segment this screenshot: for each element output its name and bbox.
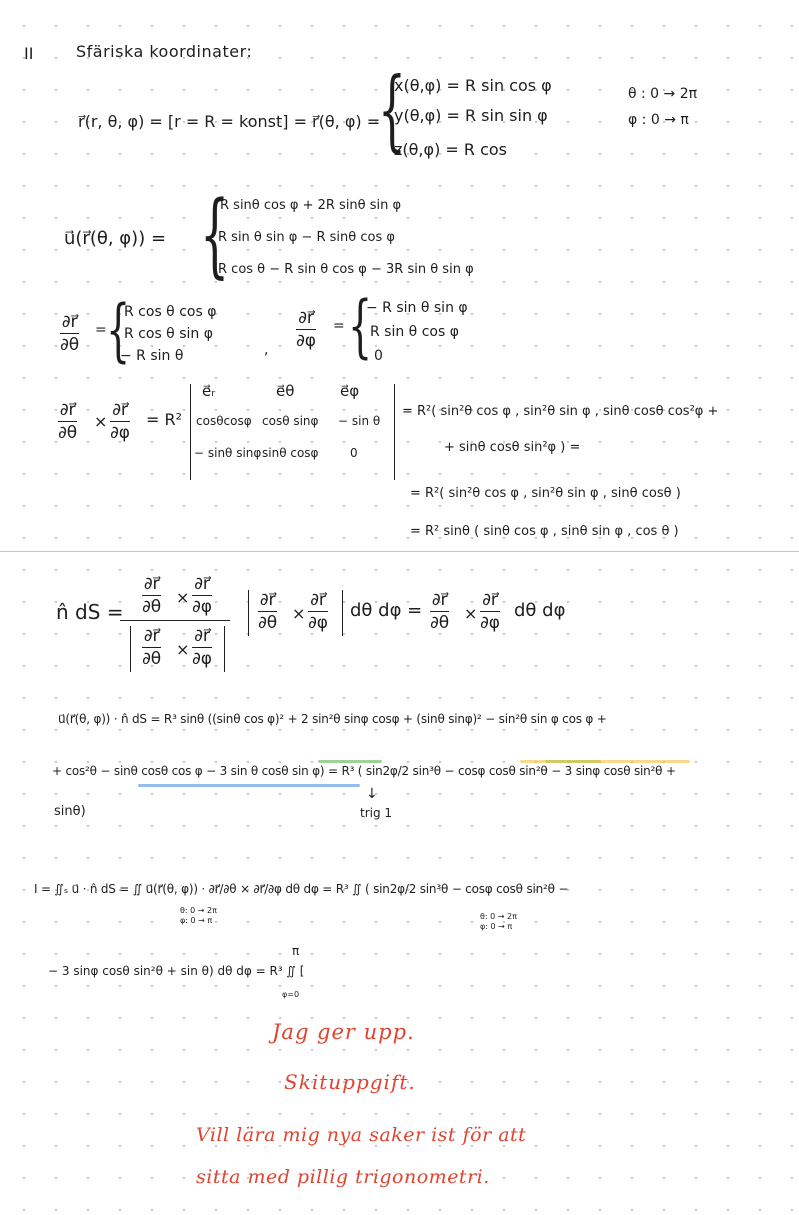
dphi-denominator: ∂φ <box>296 331 317 351</box>
param-z: z(θ,φ) = R cos <box>394 140 508 159</box>
integral-line-1: I = ∬ₛ u⃗ · n̂ dS = ∬ u⃗(r⃗(θ, φ)) · ∂r⃗/∂θ × ∂r⃗/∂φ dθ dφ = R³ ∬ ( sin2φ/2 sin³θ − cosφ cosθ sin²θ − <box>34 882 569 896</box>
times-sign: × <box>464 604 478 623</box>
norm-bar-left <box>130 626 131 672</box>
dr-numerator: ∂r⃗ <box>61 312 78 332</box>
dot-line-3: sinθ) <box>54 804 86 819</box>
det-right-bar <box>394 384 395 480</box>
cross-result-3: = R²( sin²θ cos φ , sin²θ sin φ , sinθ cosθ ) <box>410 486 681 501</box>
field-c2: R sin θ sin φ − R sinθ cos φ <box>218 230 395 245</box>
dphi-c1: − R sin θ sin φ <box>366 300 468 316</box>
integral-line-2: − 3 sinφ cosθ sin²θ + sin θ) dθ dφ = R³ ∬ [ <box>48 964 305 978</box>
m21: − sinθ sinφ <box>194 446 262 460</box>
times-sign: × <box>176 640 190 659</box>
m22: sinθ cosφ <box>262 446 319 460</box>
dphi-c3: 0 <box>374 348 383 364</box>
theta-brace: { <box>106 290 131 370</box>
normal-den-frac-theta <box>142 626 161 669</box>
comma: , <box>264 342 269 358</box>
param-lhs: r⃗(r, θ, φ) = [r = R = konst] = r⃗(θ, φ) = <box>78 112 381 131</box>
normal-num-frac-phi <box>192 574 212 617</box>
m13: − sin θ <box>338 414 381 428</box>
dr-numerator: ∂r⃗ <box>112 400 128 420</box>
field-brace: { <box>200 180 230 288</box>
integral-limits-1 <box>180 906 217 926</box>
phi-range: φ : 0 → π <box>628 112 689 128</box>
m23: 0 <box>350 446 358 460</box>
note-bad-task: Skituppgift. <box>284 1070 416 1094</box>
fraction-bar <box>192 595 212 596</box>
dr-numerator: ∂r⃗ <box>298 308 314 328</box>
section-title: Sfäriska koordinater: <box>76 42 253 61</box>
dot-line-2: + cos²θ − sinθ cosθ cos φ − 3 sin θ cosθ sin φ) = R³ ( sin2φ/2 sin³θ − cosφ cosθ sin²θ − 3 sinφ cosθ sin²θ + <box>52 764 676 778</box>
norm-bar-right <box>224 626 225 672</box>
trig-arrow: ↓ <box>366 786 378 802</box>
dtheta-denominator: ∂θ <box>258 613 278 633</box>
limit-theta: θ: 0 → 2π <box>480 912 517 921</box>
dot-line-1: u⃗(r⃗(θ, φ)) · n̂ dS = R³ sinθ ((sinθ cos φ)² + 2 sin²θ sinφ cosφ + (sinθ sinφ)² − sin²θ sin φ cos φ + <box>58 712 607 726</box>
limit-phi: φ: 0 → π <box>480 922 513 931</box>
fraction-bar <box>110 421 130 422</box>
dr-numerator: ∂r⃗ <box>194 574 210 594</box>
dtheta-denominator: ∂θ <box>142 597 162 617</box>
times-sign: × <box>94 412 108 431</box>
dtheta-denominator: ∂θ <box>430 613 450 633</box>
fraction-bar <box>480 611 500 612</box>
abs-bar-right <box>342 590 343 636</box>
dtheta-denominator: ∂θ <box>58 423 78 443</box>
field-c3: R cos θ − R sin θ cos φ − 3R sin θ sin φ <box>218 262 474 277</box>
integral-limits-2 <box>480 912 517 932</box>
normal-middle: dθ dφ = <box>350 600 423 621</box>
times-sign: × <box>176 588 190 607</box>
note-give-up: Jag ger upp. <box>272 1020 415 1044</box>
dr-dphi-frac <box>296 308 316 351</box>
fraction-bar <box>142 595 161 596</box>
note-learn-2: sitta med pillig trigonometri. <box>196 1166 490 1188</box>
fraction-bar <box>142 647 161 648</box>
cross-result-4: = R² sinθ ( sinθ cos φ , sinθ sin φ , cos θ ) <box>410 524 679 539</box>
dr-dtheta-frac <box>60 312 79 355</box>
fraction-bar <box>192 647 212 648</box>
cross-result-2: + sinθ cosθ sin²φ ) = <box>444 440 581 455</box>
highlight-yellow-1 <box>520 760 690 763</box>
fraction-bar <box>58 421 77 422</box>
dtheta-c1: R cos θ cos φ <box>124 304 217 320</box>
param-brace: { <box>378 60 406 162</box>
r-squared: = R² <box>146 410 183 429</box>
page-separator <box>0 551 799 552</box>
rhs-frac-phi <box>480 590 500 633</box>
m12: cosθ sinφ <box>262 414 319 428</box>
dphi-denominator: ∂φ <box>192 597 213 617</box>
highlight-blue-1 <box>138 784 360 787</box>
dtheta-c3: − R sin θ <box>120 348 184 364</box>
integral-lower-limit: φ=0 <box>282 990 300 999</box>
limit-theta: θ: 0 → 2π <box>180 906 217 915</box>
dr-numerator: ∂r⃗ <box>310 590 326 610</box>
dr-numerator: ∂r⃗ <box>482 590 498 610</box>
dphi-denominator: ∂φ <box>480 613 501 633</box>
field-lhs: u⃗(r⃗(θ, φ)) = <box>64 228 167 249</box>
m11: cosθcosφ <box>196 414 252 428</box>
normal-rhs: dθ dφ <box>514 600 566 621</box>
dphi-c2: R sin θ cos φ <box>370 324 459 340</box>
dr-numerator: ∂r⃗ <box>194 626 210 646</box>
highlight-green-1 <box>318 760 382 763</box>
times-sign: × <box>292 604 306 623</box>
integral-upper-limit: π <box>292 944 300 958</box>
param-y: y(θ,φ) = R sin sin φ <box>394 106 548 125</box>
normal-num-frac-theta <box>142 574 161 617</box>
fraction-bar <box>296 329 316 330</box>
e-r: e⃗ᵣ <box>202 382 216 400</box>
rhs-frac-theta <box>430 590 449 633</box>
field-c1: R sinθ cos φ + 2R sinθ sin φ <box>220 198 402 213</box>
e-phi: e⃗φ <box>340 382 360 400</box>
section-number: II <box>24 44 34 63</box>
cross-frac-phi <box>110 400 130 443</box>
normal-den-frac-phi <box>192 626 212 669</box>
fraction-bar <box>430 611 449 612</box>
fraction-bar <box>258 611 277 612</box>
limit-phi: φ: 0 → π <box>180 916 213 925</box>
big-fraction-bar <box>120 620 230 621</box>
eq-sign: = <box>95 322 107 338</box>
note-learn-1: Vill lära mig nya saker ist för att <box>196 1124 527 1146</box>
dr-numerator: ∂r⃗ <box>431 590 448 610</box>
fraction-bar <box>60 333 79 334</box>
dphi-denominator: ∂φ <box>308 613 329 633</box>
dtheta-denominator: ∂θ <box>60 335 80 355</box>
abs-frac-theta <box>258 590 277 633</box>
dphi-denominator: ∂φ <box>192 649 213 669</box>
dr-numerator: ∂r⃗ <box>59 400 76 420</box>
dphi-denominator: ∂φ <box>110 423 131 443</box>
e-theta: e⃗θ <box>276 382 295 400</box>
trig-label: trig 1 <box>360 806 393 820</box>
dr-numerator: ∂r⃗ <box>259 590 276 610</box>
dtheta-denominator: ∂θ <box>142 649 162 669</box>
dtheta-c2: R cos θ sin φ <box>124 326 213 342</box>
dr-numerator: ∂r⃗ <box>143 626 160 646</box>
abs-frac-phi <box>308 590 328 633</box>
phi-brace: { <box>348 286 373 366</box>
normal-lhs: n̂ dS = <box>56 600 124 624</box>
param-x: x(θ,φ) = R sin cos φ <box>394 76 552 95</box>
theta-range: θ : 0 → 2π <box>628 86 698 102</box>
fraction-bar <box>308 611 328 612</box>
det-left-bar <box>190 384 191 480</box>
eq-sign: = <box>333 318 345 334</box>
abs-bar-left <box>248 590 249 636</box>
cross-result-1: = R²( sin²θ cos φ , sin²θ sin φ , sinθ cosθ cos²φ + <box>402 404 719 419</box>
dr-numerator: ∂r⃗ <box>143 574 160 594</box>
cross-frac-theta <box>58 400 77 443</box>
